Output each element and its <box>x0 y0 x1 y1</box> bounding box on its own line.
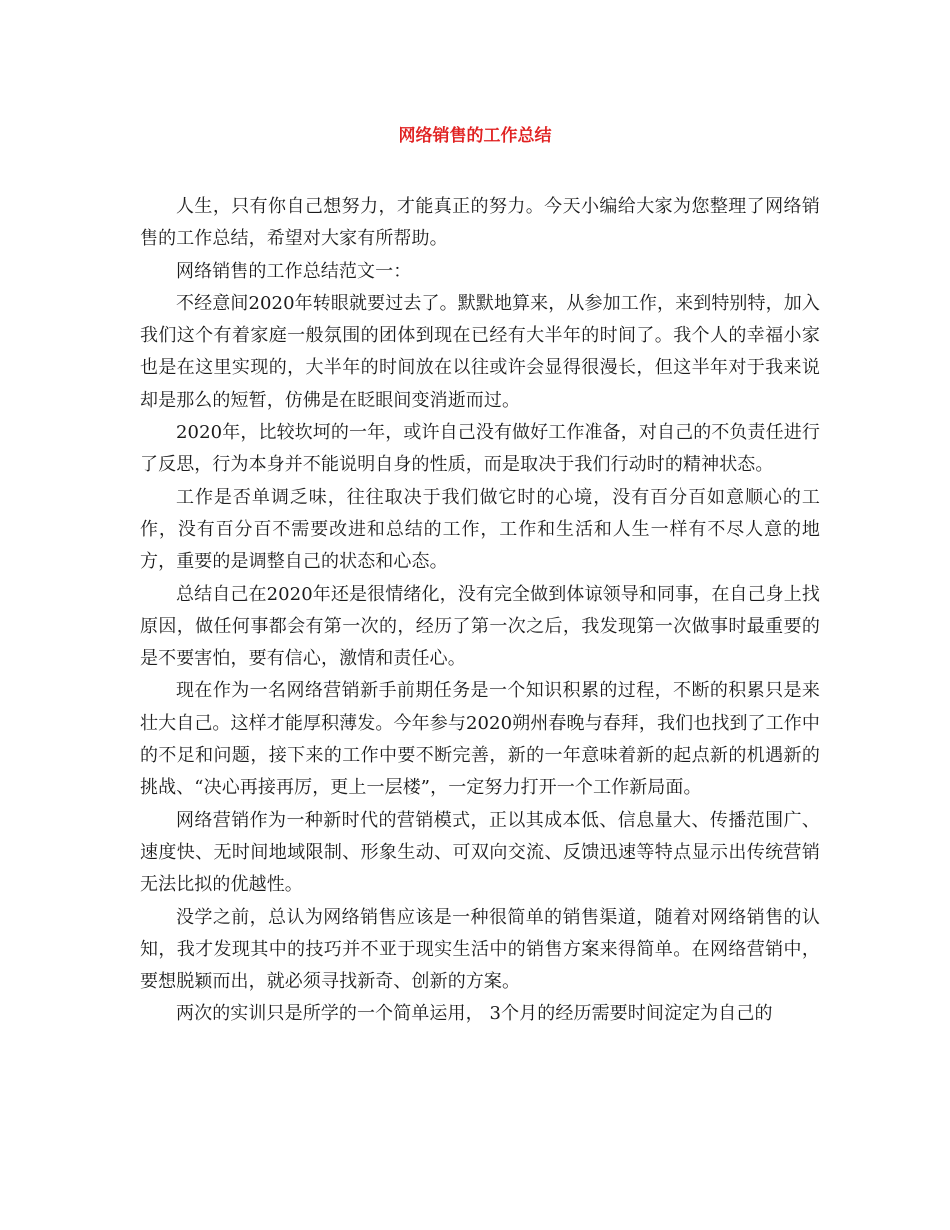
paragraph-before-study: 没学之前，总认为网络销售应该是一种很简单的销售渠道，随着对网络销售的认知，我才发现其中的技巧并不亚于现实生活中的销售方案来得简单。在网络营销中，要想脱颖而出，就必须寻找新奇、创新的方案。 <box>140 906 820 993</box>
paragraph-work-mindset: 工作是否单调乏味，往往取决于我们做它时的心境，没有百分百如意顺心的工作，没有百分百不需要改进和总结的工作，工作和生活和人生一样有不尽人意的地方，重要的是调整自己的状态和心态。 <box>140 486 820 573</box>
paragraph-sample-heading: 网络销售的工作总结范文一： <box>176 260 412 282</box>
paragraph-network-marketing: 网络营销作为一种新时代的营销模式，正以其成本低、信息量大、传播范围广、速度快、无时间地域限制、形象生动、可双向交流、反馈迅速等特点显示出传统营销无法比拟的优越性。 <box>140 809 820 896</box>
paragraph-reflection: 2020年，比较坎坷的一年，或许自己没有做好工作准备，对自己的不负责任进行了反思，行为本身并不能说明自身的性质，而是取决于我们行动时的精神状态。 <box>140 422 820 476</box>
paragraph-self-summary: 总结自己在2020年还是很情绪化，没有完全做到体谅领导和同事，在自己身上找原因，做任何事都会有第一次的，经历了第一次之后，我发现第一次做事时最重要的是不要害怕，要有信心，激情和责任心。 <box>140 583 820 670</box>
paragraph-training: 两次的实训只是所学的一个简单运用， 3个月的经历需要时间淀定为自己的 <box>176 1003 773 1025</box>
document-title: 网络销售的工作总结 <box>398 126 552 146</box>
document-body <box>140 191 820 1031</box>
paragraph-intro: 人生，只有你自己想努力，才能真正的努力。今天小编给大家为您整理了网络销售的工作总结，希望对大家有所帮助。 <box>140 196 820 250</box>
paragraph-year-review: 不经意间2020年转眼就要过去了。默默地算来，从参加工作，来到特别特，加入我们这个有着家庭一般氛围的团体到现在已经有大半年的时间了。我个人的幸福小家也是在这里实现的，大半年的时间放在以往或许会显得很漫长，但这半年对于我来说却是那么的短暂，仿佛是在眨眼间变消逝而过。 <box>140 292 820 411</box>
paragraph-novice-task: 现在作为一名网络营销新手前期任务是一个知识积累的过程，不断的积累只是来壮大自己。这样才能厚积薄发。今年参与2020朔州春晚与春拜，我们也找到了工作中的不足和问题，接下来的工作中要不断完善，新的一年意味着新的起点新的机遇新的挑战、“决心再接再厉，更上一层楼”，一定努力打开一个工作新局面。 <box>140 680 820 799</box>
